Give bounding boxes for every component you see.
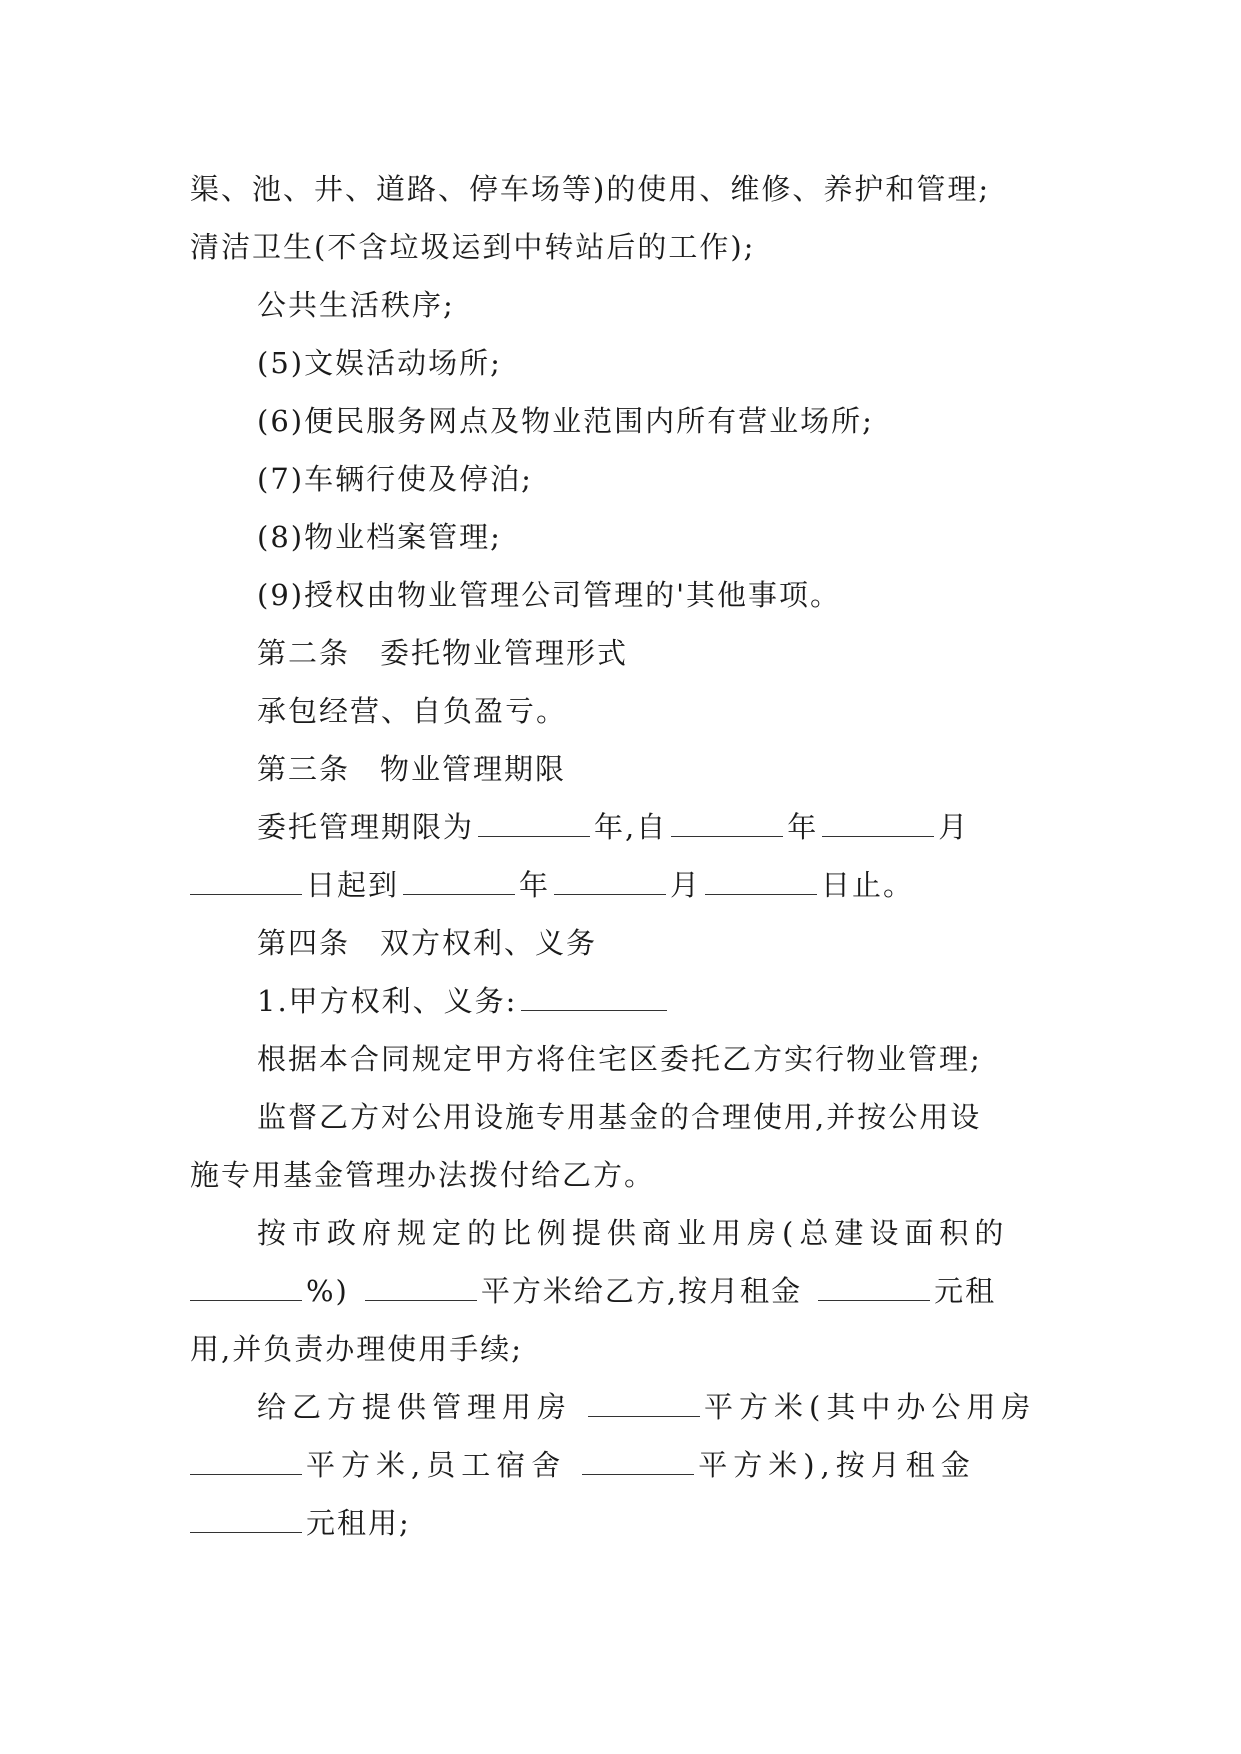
text: %) <box>306 1274 349 1308</box>
article-number: 第二条 <box>257 636 351 670</box>
text: 公共生活秩序; <box>257 288 455 322</box>
paragraph-line <box>190 1378 1050 1436</box>
fill-blank[interactable] <box>190 1268 302 1301</box>
text: 元租用; <box>306 1506 411 1540</box>
paragraph-line <box>190 1262 1050 1320</box>
text: 承包经营、自负盈亏。 <box>257 694 568 728</box>
article-number: 第四条 <box>257 926 351 960</box>
paragraph-line <box>190 160 1050 218</box>
document-body <box>190 160 1050 1552</box>
paragraph-line <box>190 798 1050 856</box>
fill-blank[interactable] <box>365 1268 477 1301</box>
paragraph-line <box>190 856 1050 914</box>
fill-blank[interactable] <box>521 978 667 1011</box>
fill-blank[interactable] <box>822 804 934 837</box>
paragraph-line <box>190 1204 1050 1262</box>
list-item <box>190 392 1050 450</box>
paragraph-line <box>190 682 1050 740</box>
fill-blank[interactable] <box>403 862 515 895</box>
paragraph-line <box>190 1320 1050 1378</box>
paragraph-line <box>190 218 1050 276</box>
text: 年,自 <box>594 810 668 844</box>
fill-blank[interactable] <box>582 1442 694 1475</box>
fill-blank[interactable] <box>588 1384 700 1417</box>
paragraph-line <box>190 972 1050 1030</box>
text: (5)文娱活动场所; <box>257 346 502 380</box>
article-number: 第三条 <box>257 752 351 786</box>
article-heading <box>190 740 1050 798</box>
article-heading <box>190 914 1050 972</box>
list-item <box>190 508 1050 566</box>
paragraph-line <box>190 1088 1050 1146</box>
text: 按市政府规定的比例提供商业用房(总建设面积的 <box>257 1216 1010 1250</box>
text: 给乙方提供管理用房 <box>257 1390 573 1424</box>
text: (7)车辆行使及停泊; <box>257 462 533 496</box>
list-item <box>190 566 1050 624</box>
text: 平方米,员工宿舍 <box>306 1448 567 1482</box>
text: 施专用基金管理办法拨付给乙方。 <box>190 1158 656 1192</box>
text: 1.甲方权利、义务: <box>257 984 518 1018</box>
fill-blank[interactable] <box>478 804 590 837</box>
text: 用,并负责办理使用手续; <box>190 1332 523 1366</box>
fill-blank[interactable] <box>554 862 666 895</box>
text: 平方米),按月租金 <box>698 1448 976 1482</box>
text: 平方米给乙方,按月租金 <box>480 1274 803 1308</box>
list-item <box>190 450 1050 508</box>
paragraph-line <box>190 1494 1050 1552</box>
text: 渠、池、井、道路、停车场等)的使用、维修、养护和管理; <box>190 172 991 206</box>
fill-blank[interactable] <box>190 1442 302 1475</box>
fill-blank[interactable] <box>671 804 783 837</box>
fill-blank[interactable] <box>190 862 302 895</box>
fill-blank[interactable] <box>190 1500 302 1533</box>
paragraph-line <box>190 1146 1050 1204</box>
paragraph-line <box>190 276 1050 334</box>
article-title: 双方权利、义务 <box>380 926 598 960</box>
text: 日起到 <box>306 868 400 902</box>
text: 日止。 <box>821 868 915 902</box>
text: (9)授权由物业管理公司管理的'其他事项。 <box>257 578 842 612</box>
fill-blank[interactable] <box>705 862 817 895</box>
paragraph-line <box>190 1030 1050 1088</box>
text: 月 <box>938 810 970 844</box>
text: 元租 <box>934 1274 997 1308</box>
article-title: 委托物业管理形式 <box>380 636 629 670</box>
text: (6)便民服务网点及物业范围内所有营业场所; <box>257 404 874 438</box>
list-item <box>190 334 1050 392</box>
article-heading <box>190 624 1050 682</box>
text: 清洁卫生(不含垃圾运到中转站后的工作); <box>190 230 756 264</box>
fill-blank[interactable] <box>818 1268 930 1301</box>
text: 委托管理期限为 <box>257 810 475 844</box>
text: 监督乙方对公用设施专用基金的合理使用,并按公用设 <box>257 1100 982 1134</box>
text: 月 <box>670 868 702 902</box>
text: 平方米(其中办公用房 <box>704 1390 1037 1424</box>
paragraph-line <box>190 1436 1050 1494</box>
text: 根据本合同规定甲方将住宅区委托乙方实行物业管理; <box>257 1042 982 1076</box>
text: (8)物业档案管理; <box>257 520 502 554</box>
text: 年 <box>787 810 819 844</box>
article-title: 物业管理期限 <box>380 752 567 786</box>
text: 年 <box>519 868 551 902</box>
